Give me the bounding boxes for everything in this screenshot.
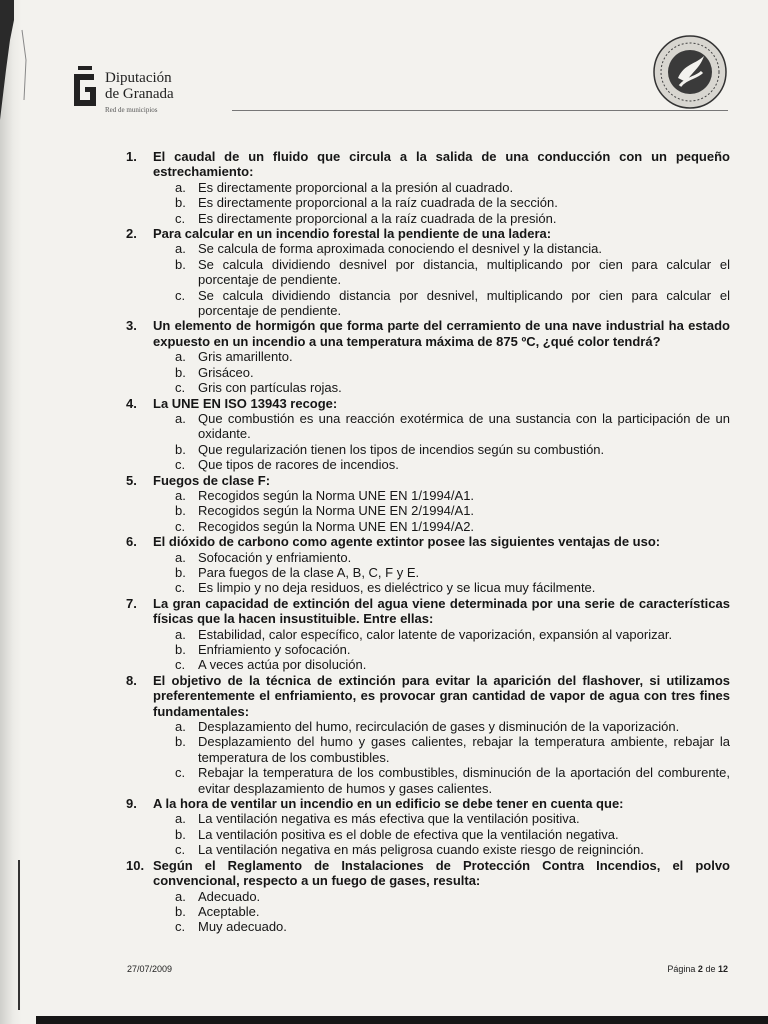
option-item xyxy=(153,550,730,565)
option-list xyxy=(153,488,730,534)
option-text: Que tipos de racores de incendios. xyxy=(198,457,399,473)
option-letter: b. xyxy=(175,564,186,580)
option-letter: b. xyxy=(175,441,186,457)
diputacion-logo xyxy=(72,62,202,122)
question-2 xyxy=(126,226,730,318)
question-number: 9. xyxy=(126,796,137,812)
option-letter: c. xyxy=(175,210,186,226)
option-item xyxy=(153,889,730,904)
option-letter: b. xyxy=(175,195,186,211)
option-text: Es directamente proporcional a la raíz cuadrada de la presión. xyxy=(198,210,557,226)
option-item xyxy=(153,442,730,457)
option-text: Sofocación y enfriamiento. xyxy=(198,549,352,565)
option-letter: b. xyxy=(175,256,186,272)
question-6 xyxy=(126,534,730,596)
question-9 xyxy=(126,796,730,858)
option-item xyxy=(153,734,730,765)
option-text: La ventilación negativa en más peligrosa cuando existe riesgo de reigninción. xyxy=(198,842,644,858)
option-text: Gris amarillento. xyxy=(198,349,293,365)
question-number: 1. xyxy=(126,149,137,164)
option-list xyxy=(153,627,730,673)
option-text: Es limpio y no deja residuos, es dieléctrico y se licua muy fácilmente. xyxy=(198,580,596,596)
page-prefix: Página xyxy=(667,964,696,974)
option-letter: b. xyxy=(175,734,186,750)
option-text: Se calcula dividiendo distancia por desnivel, multiplicando por cien para calcular el porcentaje de pendiente. xyxy=(198,287,730,319)
option-item xyxy=(153,288,730,319)
question-text: Según el Reglamento de Instalaciones de Protección Contra Incendios, el polvo convencional, respecto a un fuego de gases, resulta: xyxy=(153,857,730,889)
option-item xyxy=(153,457,730,472)
question-5 xyxy=(126,473,730,535)
question-text: Para calcular en un incendio forestal la pendiente de una ladera: xyxy=(153,226,552,242)
option-letter: c. xyxy=(175,765,186,781)
option-item xyxy=(153,519,730,534)
option-text: Grisáceo. xyxy=(198,364,254,380)
question-text: La gran capacidad de extinción del agua viene determinada por una serie de características físicas que la hacen insustituible. Entre ellas: xyxy=(153,595,730,627)
question-number: 2. xyxy=(126,226,137,242)
option-letter: a. xyxy=(175,349,186,365)
option-item xyxy=(153,365,730,380)
option-text: Gris con partículas rojas. xyxy=(198,380,342,396)
seal-icon xyxy=(652,34,728,110)
option-list xyxy=(153,889,730,935)
page-current: 2 xyxy=(697,964,703,974)
option-letter: c. xyxy=(175,457,186,473)
option-text: Para fuegos de la clase A, B, C, F y E. xyxy=(198,564,420,580)
option-item xyxy=(153,503,730,518)
question-4 xyxy=(126,396,730,473)
question-1 xyxy=(126,149,730,226)
option-letter: c. xyxy=(175,919,186,935)
logo-name-line1: Diputación xyxy=(105,70,172,86)
option-item xyxy=(153,349,730,364)
option-text: Adecuado. xyxy=(198,888,261,904)
option-text: La ventilación positiva es el doble de efectiva que la ventilación negativa. xyxy=(198,826,619,842)
option-list xyxy=(153,349,730,395)
question-number: 6. xyxy=(126,534,137,550)
logo-name xyxy=(105,70,174,102)
option-letter: c. xyxy=(175,580,186,596)
option-letter: c. xyxy=(175,287,186,303)
option-item xyxy=(153,180,730,195)
option-text: Desplazamiento del humo, recirculación de gases y disminución de la vaporización. xyxy=(198,719,680,735)
option-item xyxy=(153,657,730,672)
scan-bottom-edge xyxy=(36,1016,768,1024)
option-text: Que combustión es una reacción exotérmica de una sustancia con la participación de un oxidante. xyxy=(198,410,730,442)
option-list xyxy=(153,180,730,226)
question-text: A la hora de ventilar un incendio en un edificio se debe tener en cuenta que: xyxy=(153,796,624,812)
question-3 xyxy=(126,318,730,395)
option-list xyxy=(153,411,730,473)
question-text: Fuegos de clase F: xyxy=(153,472,271,488)
option-letter: c. xyxy=(175,518,186,534)
question-text: El objetivo de la técnica de extinción para evitar la aparición del flashover, si utilizamos preferentemente el enfriamiento, es provocar gran cantidad de vapor de agua con tres fines fundamentales: xyxy=(153,672,730,719)
header-divider xyxy=(232,110,728,111)
option-list xyxy=(153,811,730,857)
scan-margin-line xyxy=(18,860,20,1010)
question-number: 7. xyxy=(126,595,137,611)
footer-date: 27/07/2009 xyxy=(127,964,173,974)
question-number: 3. xyxy=(126,318,137,334)
option-item xyxy=(153,257,730,288)
scan-artifact xyxy=(0,0,30,130)
exam-questions xyxy=(126,149,730,935)
option-text: Aceptable. xyxy=(198,903,260,919)
option-list xyxy=(153,719,730,796)
option-item xyxy=(153,627,730,642)
question-text: La UNE EN ISO 13943 recoge: xyxy=(153,395,338,411)
option-text: Estabilidad, calor específico, calor latente de vaporización, expansión al vaporizar. xyxy=(198,626,673,642)
option-item xyxy=(153,919,730,934)
option-letter: b. xyxy=(175,642,186,657)
option-letter: a. xyxy=(175,410,186,426)
option-text: Rebajar la temperatura de los combustibles, disminución de la aportación del comburente, evitar desplazamiento de humos y gases calientes. xyxy=(198,765,730,796)
option-text: Se calcula dividiendo desnivel por distancia, multiplicando por cien para calcular el porcentaje de pendiente. xyxy=(198,256,730,288)
option-list xyxy=(153,241,730,318)
option-item xyxy=(153,904,730,919)
option-letter: a. xyxy=(175,241,186,257)
option-text: Se calcula de forma aproximada conociendo el desnivel y la distancia. xyxy=(198,241,602,257)
option-item xyxy=(153,827,730,842)
option-text: Que regularización tienen los tipos de incendios según su combustión. xyxy=(198,441,605,457)
option-letter: c. xyxy=(175,657,186,673)
option-letter: a. xyxy=(175,487,186,503)
option-text: Es directamente proporcional a la raíz cuadrada de la sección. xyxy=(198,195,558,211)
option-letter: b. xyxy=(175,364,186,380)
question-text: El dióxido de carbono como agente extintor posee las siguientes ventajas de uso: xyxy=(153,534,661,550)
option-text: Desplazamiento del humo y gases calientes, rebajar la temperatura ambiente, rebajar la temperatura de los combustibles. xyxy=(198,734,730,765)
option-item xyxy=(153,195,730,210)
question-number: 10. xyxy=(126,857,145,873)
option-item xyxy=(153,488,730,503)
question-10 xyxy=(126,858,730,935)
option-list xyxy=(153,550,730,596)
question-7 xyxy=(126,596,730,673)
option-letter: b. xyxy=(175,903,186,919)
option-letter: a. xyxy=(175,626,186,642)
option-text: Muy adecuado. xyxy=(198,919,287,935)
question-text: Un elemento de hormigón que forma parte del cerramiento de una nave industrial ha estado expuesto en un incendio a una temperatura máxima de 875 ºC, ¿qué color tendrá? xyxy=(153,318,730,349)
option-item xyxy=(153,765,730,796)
option-item xyxy=(153,565,730,580)
option-text: Recogidos según la Norma UNE EN 1/1994/A1. xyxy=(198,487,475,503)
option-item xyxy=(153,842,730,857)
option-item xyxy=(153,411,730,442)
option-letter: c. xyxy=(175,380,186,396)
page-total: 12 xyxy=(717,964,728,974)
diputacion-g-emblem-icon xyxy=(72,66,98,110)
option-item xyxy=(153,811,730,826)
option-letter: b. xyxy=(175,503,186,519)
option-text: Es directamente proporcional a la presión al cuadrado. xyxy=(198,179,514,195)
page-of: de xyxy=(705,964,716,974)
option-letter: a. xyxy=(175,179,186,195)
option-text: Recogidos según la Norma UNE EN 2/1994/A1. xyxy=(198,503,475,519)
option-item xyxy=(153,380,730,395)
question-number: 4. xyxy=(126,395,137,411)
option-letter: a. xyxy=(175,888,186,904)
option-letter: a. xyxy=(175,549,186,565)
option-text: A veces actúa por disolución. xyxy=(198,657,367,673)
logo-name-line2: de Granada xyxy=(105,86,174,102)
page-indicator xyxy=(667,964,728,974)
option-text: Recogidos según la Norma UNE EN 1/1994/A2. xyxy=(198,518,475,534)
question-number: 5. xyxy=(126,472,137,488)
option-text: Enfriamiento y sofocación. xyxy=(198,642,351,657)
question-text: El caudal de un fluido que circula a la salida de una conducción con un pequeño estrechamiento: xyxy=(153,149,730,180)
option-item xyxy=(153,241,730,256)
option-text: La ventilación negativa es más efectiva que la ventilación positiva. xyxy=(198,811,580,827)
option-letter: a. xyxy=(175,719,186,735)
logo-subtitle: Red de municipios xyxy=(105,106,158,114)
option-letter: a. xyxy=(175,811,186,827)
option-item xyxy=(153,580,730,595)
question-8 xyxy=(126,673,730,796)
option-letter: c. xyxy=(175,842,186,858)
option-item xyxy=(153,642,730,657)
option-item xyxy=(153,211,730,226)
option-letter: b. xyxy=(175,826,186,842)
question-number: 8. xyxy=(126,672,137,688)
option-item xyxy=(153,719,730,734)
